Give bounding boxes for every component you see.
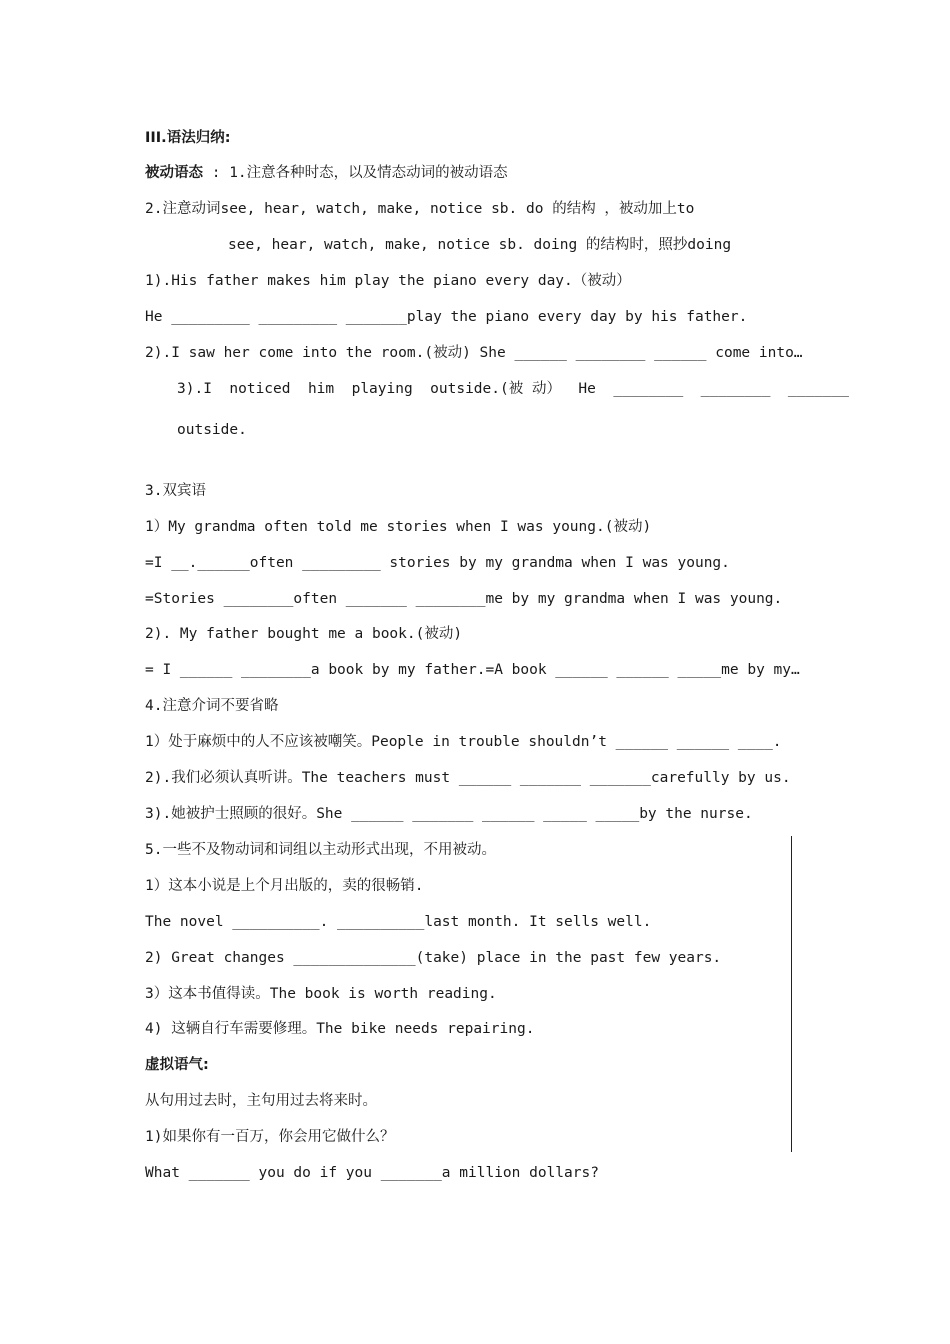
text-line: 4.注意介词不要省略 (145, 698, 279, 714)
text-line: 3）这本书值得读。The book is worth reading. (145, 986, 497, 1002)
section-title: III.语法归纳: (145, 130, 231, 146)
passive-label: 被动语态 (145, 165, 203, 181)
text-line: 1）处于麻烦中的人不应该被嘲笑。People in trouble shouldn’t ______ ______ ____. (145, 734, 782, 750)
text-line: =I __.______often _________ stories by my grandma when I was young. (145, 555, 730, 571)
text-line: see, hear, watch, make, notice sb. doing 的结构时，照抄doing (228, 237, 732, 253)
text-line: 5.一些不及物动词和词组以主动形式出现，不用被动。 (145, 842, 496, 858)
text-line: 2).我们必须认真听讲。The teachers must ______ _______ _______carefully by us. (145, 770, 791, 786)
text-line: 1）My grandma often told me stories when I was young.(被动) (145, 519, 652, 535)
text-line: 2.注意动词see, hear, watch, make, notice sb. do 的结构 ，被动加上to (145, 201, 695, 217)
text-line: 4) 这辆自行车需要修理。The bike needs repairing. (145, 1021, 535, 1037)
text-line: =Stories ________often _______ ________me by my grandma when I was young. (145, 591, 783, 607)
text-line: 2).I saw her come into the room.(被动) She ______ ________ ______ come into… (145, 345, 803, 361)
text-line: outside. (177, 422, 247, 438)
text-line: 3.双宾语 (145, 483, 206, 499)
text-line: 2) Great changes ______________(take) place in the past few years. (145, 950, 722, 966)
passive-voice-heading (145, 163, 508, 183)
text-line: 3).她被护士照顾的很好。She ______ _______ ______ _____ _____by the nurse. (145, 806, 753, 822)
subjunctive-heading: 虚拟语气: (145, 1057, 209, 1073)
text-line: 1）这本小说是上个月出版的，卖的很畅销. (145, 878, 424, 894)
text-line: He _________ _________ _______play the piano every day by his father. (145, 309, 748, 325)
text-line: 1).His father makes him play the piano every day.（被动） (145, 273, 631, 289)
text-line: 1)如果你有一百万，你会用它做什么？ (145, 1129, 395, 1145)
text-line: = I ______ ________a book by my father.=A book ______ ______ _____me by my… (145, 662, 800, 678)
text-line: 3).I noticed him playing outside.(被 动） He ________ ________ _______ (177, 381, 850, 397)
text-line: What _______ you do if you _______a million dollars? (145, 1165, 599, 1181)
text-line: 2). My father bought me a book.(被动) (145, 626, 463, 642)
text-line: The novel __________. __________last month. It sells well. (145, 914, 652, 930)
passive-note: : 1.注意各种时态，以及情态动词的被动语态 (203, 165, 508, 181)
text-line: 从句用过去时，主句用过去将来时。 (145, 1093, 377, 1109)
margin-rule (791, 836, 792, 1152)
